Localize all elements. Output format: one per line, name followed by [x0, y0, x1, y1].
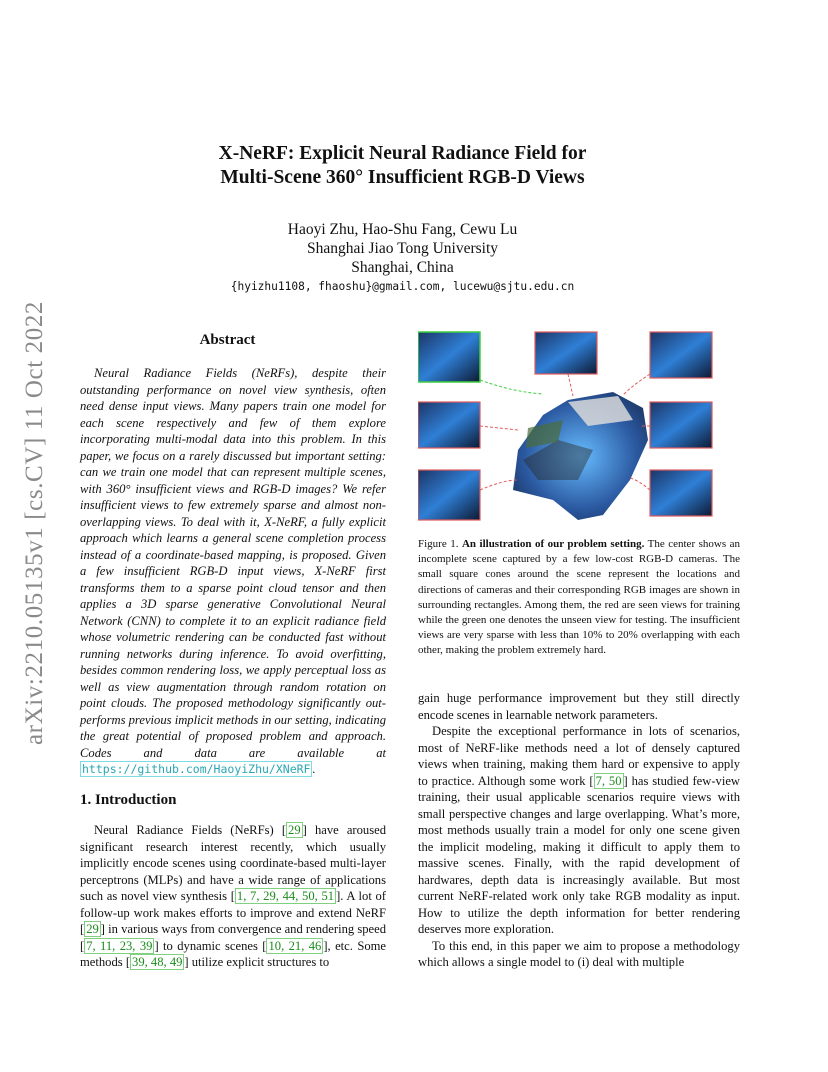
right-text-a: Despite the exceptional performance in lots of scenarios, most of NeRF-like methods need a lot of densely captured views when training, making them hard or expensive to apply to practice. Although some work — [418, 724, 740, 788]
intro-paragraph: Neural Radiance Fields (NeRFs) [ 29 ] have aroused significant research interest recently, which usually implicitly encode scenes using coordinate-based multi-layer perceptrons (MLPs) and have a wide range of applications such as novel view synthesis [ 1, 7, 29, 44, 50, 51 ]. A lot of follow-up work makes efforts to improve and extend NeRF [ 29 ] in various ways from convergence and rendering speed [ 7, 11, 23, 39 ] to dynamic scenes [ 10, 21, 46 ], etc. Some methods [ 39, 48, 49 ] utilize explicit structures to — [80, 823, 387, 969]
intro-text-g: utilize explicit structures to — [191, 955, 330, 969]
intro-text-d: in various ways from convergence and rendering speed — [108, 922, 386, 936]
citation-link[interactable]: 7, 50 — [595, 773, 622, 788]
view-image-seen — [418, 470, 480, 520]
author-names: Haoyi Zhu, Hao-Shu Fang, Cewu Lu — [287, 221, 518, 238]
location: Shanghai, China — [351, 259, 454, 276]
right-paragraph-2: Despite the exceptional performance in lots of scenarios, most of NeRF-like methods need a lot of densely captured views when training, making them hard or expensive to apply to practice. Although some work [ 7, 50 ] has studied few-view training, their usual applicable scenarios require views with small perspective changes and large overlapping. What’s more, most methods usually train a model for only one scene given the implicit modeling, making it difficult to apply them to massive scenes. Finally, with the rapid development of hardwares, depth data is increasingly available. But most current NeRF-related work only take RGB modality as input. How to utilize the depth information for better rendering deserves more exploration. — [418, 724, 741, 936]
title-line-2: Multi-Scene 360° Insufficient RGB-D Views — [220, 167, 585, 188]
citation-link[interactable]: 39, 48, 49 — [132, 955, 183, 969]
right-column-body — [418, 690, 740, 971]
figure-1 — [418, 330, 740, 526]
affiliation: Shanghai Jiao Tong University — [306, 240, 499, 257]
citation-link[interactable]: 29 — [86, 922, 99, 936]
intro-text-a: Neural Radiance Fields (NeRFs) — [94, 823, 274, 837]
intro-text-f: , etc. Some methods — [80, 938, 386, 969]
intro-body — [80, 822, 386, 971]
view-image-seen — [650, 332, 712, 378]
citation-link[interactable]: 10, 21, 46 — [268, 938, 322, 953]
right-text-b: has studied few-view training, their usual applicable scenarios require views with small perspective changes and large overlapping. What’s more, most methods usually train a model for only one scene given the implicit modeling, making it difficult to apply them to massive scenes. Finally, with the rapid development of hardwares, depth data is increasingly available. But most current NeRF-related work only take RGB modality as input. How to utilize the depth information for better rendering deserves more exploration. — [418, 773, 741, 936]
central-scene — [513, 392, 648, 520]
title-line-1: X-NeRF: Explicit Neural Radiance Field for — [218, 143, 587, 164]
code-link[interactable]: https://github.com/HaoyiZhu/XNeRF — [82, 762, 311, 776]
caption-bold: An illustration of our problem setting. — [461, 538, 645, 550]
abstract-body — [80, 365, 386, 778]
caption-text: The center shows an incomplete scene captured by a few low-cost RGB-D cameras. The small square cones around the scene represent the locations and directions of cameras and their corresponding RGB images are shown in surrounding rectangles. Among them, the red are seen views for training while the green one denotes the unseen view for testing. The insufficient views are very sparse with less than 10% to 20% overlapping with each other, making the problem extremely hard. — [418, 538, 740, 657]
abstract-text: Neural Radiance Fields (NeRFs), despite their outstanding performance on novel view synthesis, often need dense input views. Many papers train one model for each scene respectively and few of them explore incorporating multi-modal data into this problem. In this paper, we focus on a rarely discussed but important setting: can we train one model that can represent multiple scenes, with 360° insufficient views and RGB-D images? We refer insufficient views to few extremely sparse and almost non-overlapping views. To deal with it, X-NeRF, a fully explicit approach which learns a general scene completion process instead of a coordinate-based mapping, is proposed. Given a few insufficient RGB-D input views, X-NeRF first transforms them to a sparse point cloud tensor and then applies a 3D sparse generative Convolutional Neural Network (CNN) to complete it to an explicit radiance field whose volumetric rendering can be conducted fast without running networks during inference. To avoid overfitting, besides common rendering loss, we apply perceptual loss as well as view augmentation through random rotation on point clouds. The proposed methodology significantly out-performs previous implicit methods in our setting, indicating the great potential of proposed problem and approach. Codes and data are available at — [80, 366, 386, 760]
citation-link[interactable]: 1, 7, 29, 44, 50, 51 — [236, 889, 335, 903]
view-image-seen — [650, 470, 712, 516]
author-block — [150, 220, 655, 277]
right-paragraph-3: To this end, in this paper we aim to propose a methodology which allows a single model to (i) deal with multiple — [418, 938, 740, 969]
arxiv-id-text: arXiv:2210.05135v1 [cs.CV] 11 Oct 2022 — [21, 300, 48, 745]
arxiv-side-label — [10, 285, 60, 760]
figure-1-illustration — [418, 330, 740, 526]
citation-link[interactable]: 29 — [288, 823, 301, 837]
abstract-heading: Abstract — [199, 332, 256, 348]
caption-label: Figure 1. — [418, 538, 459, 550]
view-image-seen — [650, 402, 712, 448]
intro-heading: 1. Introduction — [80, 792, 177, 808]
right-paragraph-1: gain huge performance improvement but they still directly encode scenes in learnable network parameters. — [418, 691, 740, 722]
citation-link[interactable]: 7, 11, 23, 39 — [86, 938, 153, 953]
author-emails: {hyizhu1108, fhaoshu}@gmail.com, lucewu@sjtu.edu.cn — [230, 280, 575, 293]
view-image-seen — [535, 332, 597, 374]
view-image-seen — [418, 402, 480, 448]
abstract-end: . — [312, 762, 316, 776]
figure-1-caption — [418, 537, 740, 659]
paper-title — [150, 142, 655, 190]
intro-text-b: have aroused significant research interest recently, which usually implicitly encode scenes using coordinate-based multi-layer perceptrons (MLPs) and have a wide range of applications such as novel view synthesis — [80, 823, 387, 903]
view-image-unseen — [418, 332, 480, 382]
intro-text-c: . A lot of follow-up work makes efforts to improve and extend NeRF — [80, 889, 387, 920]
intro-text-e: to dynamic scenes — [163, 938, 258, 953]
